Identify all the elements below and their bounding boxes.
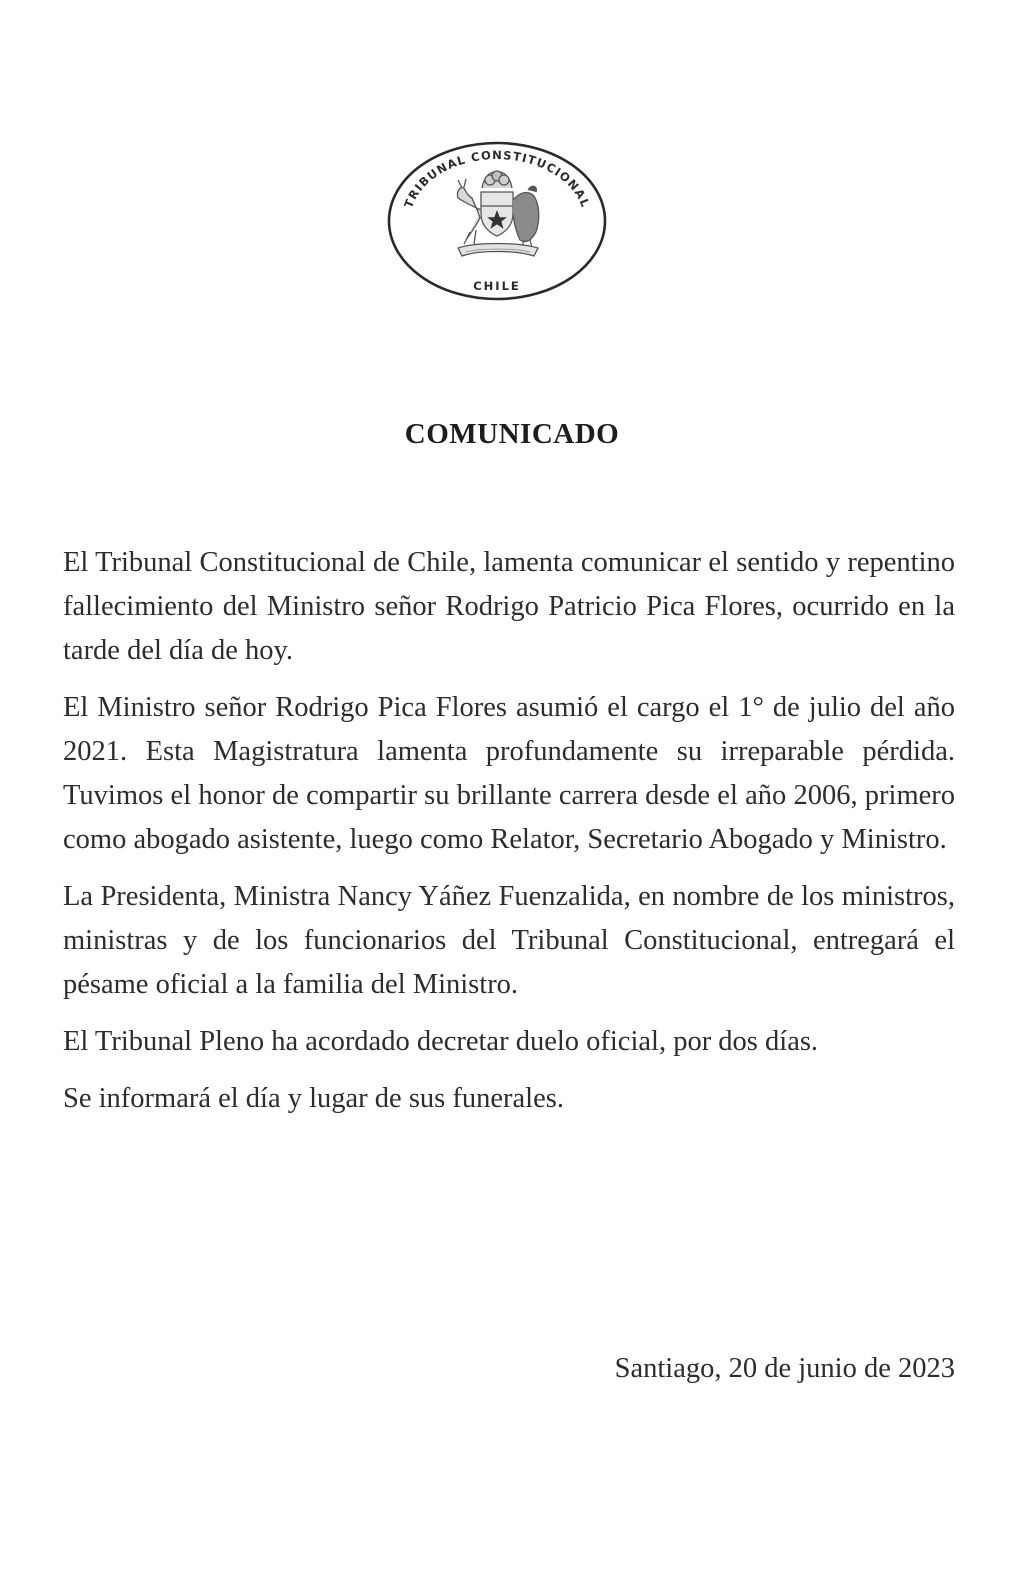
paragraph-mourning: El Tribunal Pleno ha acordado decretar duelo oficial, por dos días. [63, 1026, 819, 1057]
coat-of-arms-icon [386, 140, 608, 302]
tribunal-constitucional-seal [386, 140, 608, 302]
document-title: COMUNICADO [404, 418, 620, 450]
paragraph-condolences: La Presidenta, Ministra Nancy Yáñez Fuenzalida, en nombre de los ministros, ministras y de los funcionarios del Tribunal Constitucional, entregará el pésame oficial a la familia del Ministro. [63, 881, 955, 1000]
seal-top-text: TRIBUNAL CONSTITUCIONAL [401, 147, 593, 210]
seal-bottom-text: CHILE [473, 279, 521, 293]
place-and-date: Santiago, 20 de junio de 2023 [614, 1353, 955, 1384]
paragraph-biography: El Ministro señor Rodrigo Pica Flores asumió el cargo el 1° de julio del año 2021. Esta Magistratura lamenta profundamente su irreparable pérdida. Tuvimos el honor de compartir su brillante carrera desde el año 2006, primero como abogado asistente, luego como Relator, Secretario Abogado y Ministro. [63, 692, 955, 855]
paragraph-announcement: El Tribunal Constitucional de Chile, lamenta comunicar el sentido y repentino fallecimiento del Ministro señor Rodrigo Patricio Pica Flores, ocurrido en la tarde del día de hoy. [63, 547, 955, 666]
document-body [63, 541, 955, 1134]
paragraph-funeral-info: Se informará el día y lugar de sus funerales. [63, 1083, 564, 1114]
